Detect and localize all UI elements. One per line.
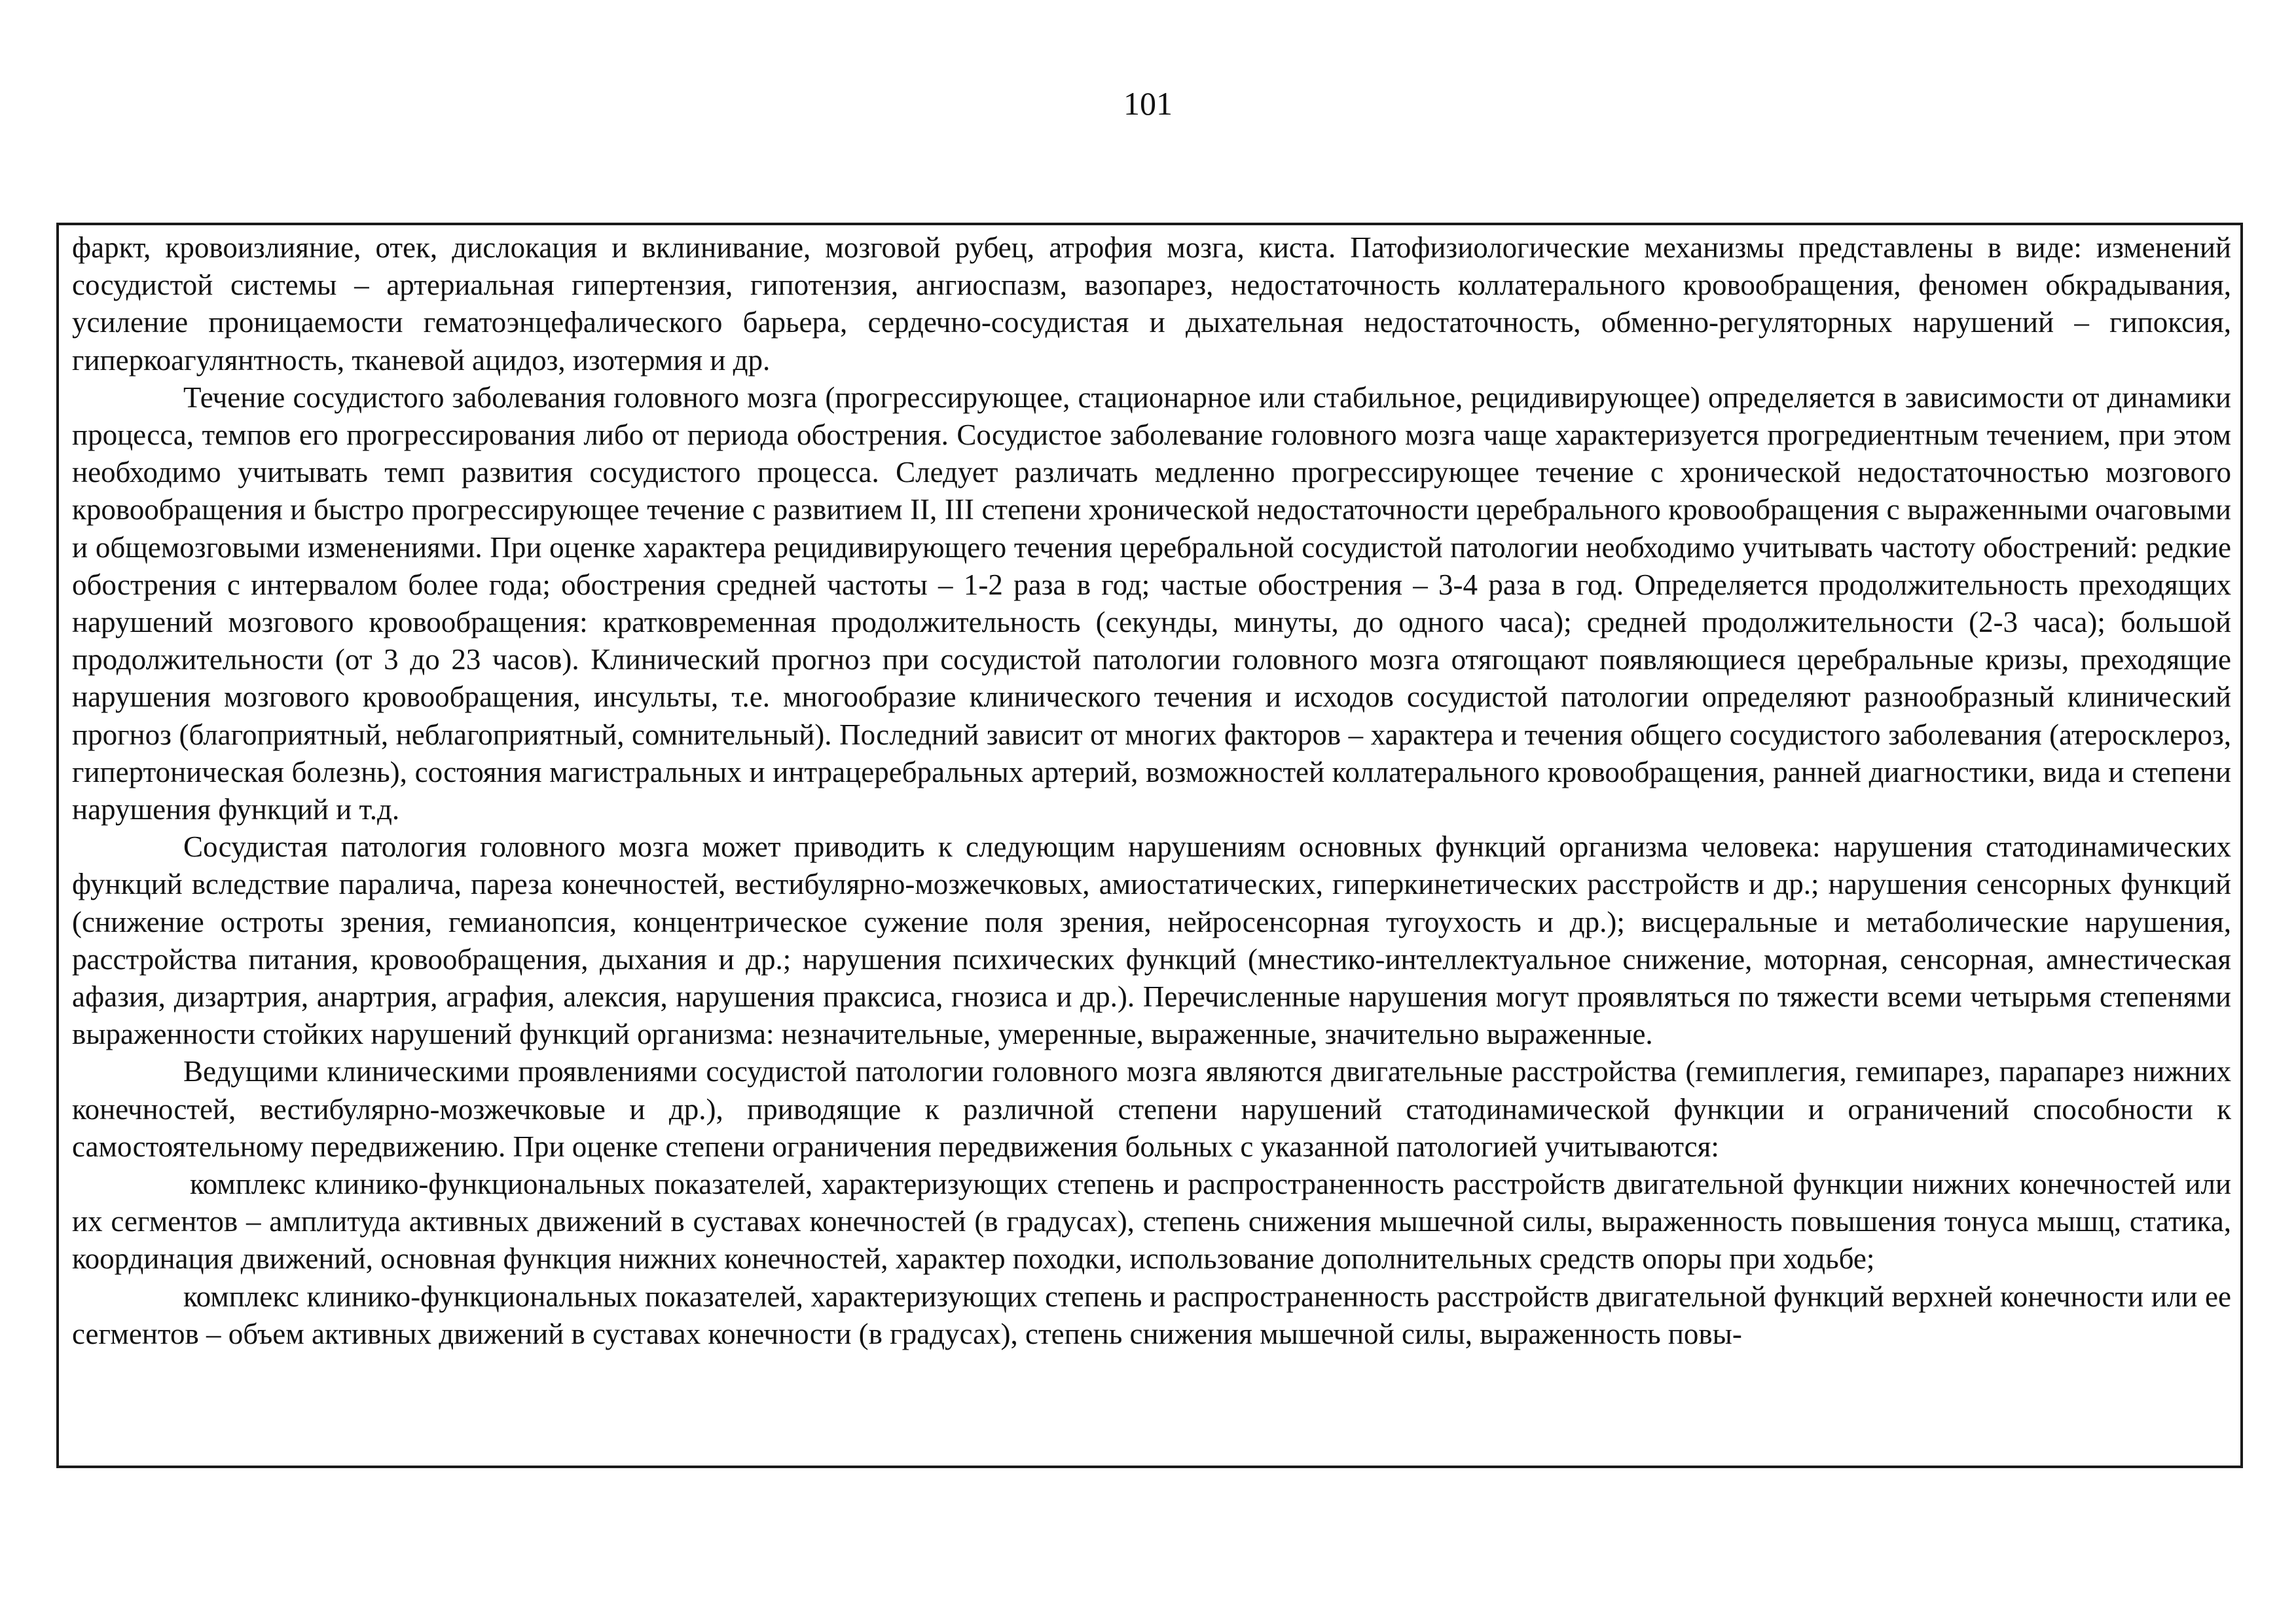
paragraph-upper-limb-complex: комплекс клинико-функциональных показателей, характеризующих степень и распространенность расстройств двигательной функций верхней конечности или ее сегментов – объем активных движений в суставах конечности (в градусах), степень снижения мышечной силы, выраженность повы- — [72, 1280, 2231, 1350]
text-frame — [56, 223, 2243, 1468]
paragraph-lower-limb-complex: комплекс клинико-функциональных показателей, характеризующих степень и распространенность расстройств двигательной функции нижних конечностей или их сегментов – амплитуда активных движений в суставах конечностей (в градусах), степень снижения мышечной силы, выраженность повышения тонуса мышц, статика, координация движений, основная функция нижних конечностей, характер походки, использование дополнительных средств опоры при ходьбе; — [72, 1168, 2231, 1276]
paragraph-pathophysiology: фаркт, кровоизлияние, отек, дислокация и вклинивание, мозговой рубец, атрофия мозга, киста. Патофизиологические механизмы представлены в виде: изменений сосудистой системы – артериальная гипертензия, гипотензия, ангиоспазм, вазопарез, недостаточность коллатерального кровообращения, феномен обкрадывания, усиление проницаемости гематоэнцефалического барьера, сердечно-сосудистая и дыхательная недостаточность, обменно-регуляторных нарушений – гипоксия, гиперкоагулянтность, тканевой ацидоз, изотермия и др. — [72, 231, 2231, 377]
paragraph-disease-course: Течение сосудистого заболевания головного мозга (прогрессирующее, стационарное или стабильное, рецидивирующее) определяется в зависимости от динамики процесса, темпов его прогрессирования либо от периода обострения. Сосудистое заболевание головного мозга чаще характеризуется прогредиентным течением, при этом необходимо учитывать темп развития сосудистого процесса. Следует различать медленно прогрессирующее течение с хронической недостаточностью мозгового кровообращения и быстро прогрессирующее течение с развитием II, III степени хронической недостаточности церебрального кровообращения с выраженными очаговыми и общемозговыми изменениями. При оценке характера рецидивирующего течения церебральной сосудистой патологии необходимо учитывать частоту обострений: редкие обострения с интервалом более года; обострения средней частоты – 1-2 раза в год; частые обострения – 3-4 раза в год. Определяется продолжительность преходящих нарушений мозгового кровообращения: кратковременная продолжительность (секунды, минуты, до одного часа); средней продолжительности (2-3 часа); большой продолжительности (от 3 до 23 часов). Клинический прогноз при сосудистой патологии головного мозга отягощают появляющиеся церебральные кризы, преходящие нарушения мозгового кровообращения, инсульты, т.е. многообразие клинического течения и исходов сосудистой патологии определяют разнообразный клинический прогноз (благоприятный, неблагоприятный, сомнительный). Последний зависит от многих факторов – характера и течения общего сосудистого заболевания (атеросклероз, гипертоническая болезнь), состояния магистральных и интрацеребральных артерий, возможностей коллатерального кровообращения, ранней диагностики, вида и степени нарушения функций и т.д. — [72, 380, 2231, 826]
paragraph-function-disorders: Сосудистая патология головного мозга может приводить к следующим нарушениям основных функций организма человека: нарушения статодинамических функций вследствие паралича, пареза конечностей, вестибулярно-мозжечковых, амиостатических, гиперкинетических расстройств и др.; нарушения сенсорных функций (снижение остроты зрения, гемианопсия, концентрическое сужение поля зрения, нейросенсорная тугоухость и др.); висцеральные и метаболические нарушения, расстройства питания, кровообращения, дыхания и др.; нарушения психических функций (мнестико-интеллектуальное снижение, моторная, сенсорная, амнестическая афазия, дизартрия, анартрия, аграфия, алексия, нарушения праксиса, гнозиса и др.). Перечисленные нарушения могут проявляться по тяжести всеми четырьмя степенями выраженности стойких нарушений функций организма: незначительные, умеренные, выраженные, значительно выраженные. — [72, 830, 2231, 1051]
paragraph-motor-disorders: Ведущими клиническими проявлениями сосудистой патологии головного мозга являются двигательные расстройства (гемиплегия, гемипарез, парапарез нижних конечностей, вестибулярно-мозжечковые и др.), приводящие к различной степени нарушений статодинамической функции и ограничений способности к самостоятельному передвижению. При оценке степени ограничения передвижения больных с указанной патологией учитываются: — [72, 1055, 2231, 1163]
page-number: 101 — [1123, 85, 1173, 122]
